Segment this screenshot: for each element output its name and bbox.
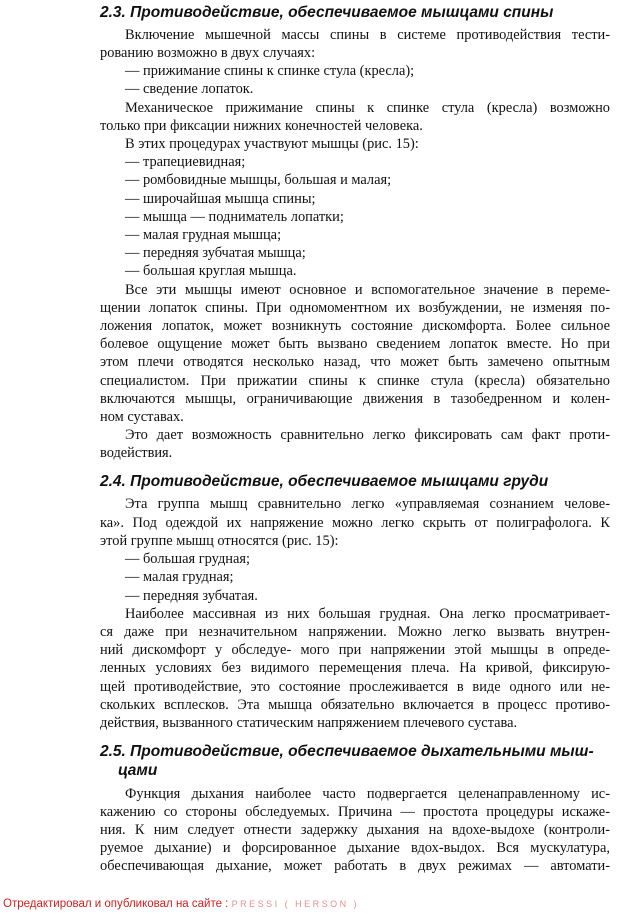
- paragraph-line: ния. К ним следует отнести задержку дыхания на вдохе-выдохе (контроли-: [100, 822, 610, 838]
- list-item: — передняя зубчатая мышца;: [125, 245, 306, 261]
- section-heading-2-5-continuation: цами: [118, 762, 158, 779]
- paragraph-line: Это дает возможность сравнительно легко фиксировать сам факт проти-: [125, 427, 610, 443]
- paragraph-line: ложения лопаток, может возникнуть состояние дискомфорта. Более сильное: [100, 318, 610, 334]
- paragraph-line: Все эти мышцы имеют основное и вспомогательное значение в переме-: [125, 282, 610, 298]
- list-item: — ромбовидные мышцы, большая и малая;: [125, 172, 392, 188]
- section-heading-2-4: 2.4. Противодействие, обеспечиваемое мышцами груди: [100, 473, 549, 490]
- paragraph-line: щей противодействие, это состояние прослеживается в виде одного или не-: [100, 679, 610, 695]
- paragraph-line: руемое дыхание) и форсированное дыхание вдох-выдох. Вся мускулатура,: [100, 840, 610, 856]
- paragraph-line: Включение мышечной массы спины в системе противодействия тести-: [125, 27, 610, 43]
- paragraph-line: кажению со стороны обследуемых. Причина — простота процедуры искаже-: [100, 804, 610, 820]
- paragraph-line: действия, вызванного статическим напряжением плечевого сустава.: [100, 715, 518, 731]
- paragraph-line: специалистом. При прижатии спины к спинке стула (кресла) обязательно: [100, 373, 610, 389]
- paragraph-line: обеспечивающая дыхание, может работать в двух режимах — автомати-: [100, 858, 610, 874]
- list-item: — большая грудная;: [125, 551, 250, 567]
- paragraph-line: этом плечи отводятся несколько назад, что может быть замечено опытным: [100, 354, 610, 370]
- list-item: — прижимание спины к спинке стула (кресла);: [125, 63, 415, 79]
- list-item: — мышца — подниматель лопатки;: [125, 209, 344, 225]
- paragraph-line: Механическое прижимание спины к спинке стула (кресла) возможно: [125, 100, 610, 116]
- paragraph-line: ном суставах.: [100, 409, 184, 425]
- list-item: — сведение лопаток.: [125, 81, 254, 97]
- paragraph-line: ленных условиях без видимого перемещения плеча. На кривой, фиксирую-: [100, 660, 610, 676]
- list-item: — трапециевидная;: [125, 154, 246, 170]
- footer-brand-link[interactable]: PRESSI ( HERSON ): [231, 899, 360, 909]
- list-item: — малая грудная;: [125, 569, 234, 585]
- paragraph-line: ка». Под одеждой их напряжение можно легко скрыть от полиграфолога. К: [100, 515, 610, 531]
- list-item: — большая круглая мышца.: [125, 263, 297, 279]
- paragraph-line: включаются мышцы, ограничивающие движения в тазобедренном и колен-: [100, 391, 610, 407]
- list-item: — передняя зубчатая.: [125, 588, 258, 604]
- paragraph-line: рованию возможно в двух случаях:: [100, 45, 316, 61]
- footer-text: Отредактировал и опубликовал на сайте :: [3, 898, 229, 910]
- paragraph-line: щении лопаток спины. При одномоментном их возбуждении, не изменяя по-: [100, 300, 610, 316]
- paragraph-line: только при фиксации нижних конечностей человека.: [100, 118, 423, 134]
- paragraph-line: Эта группа мышц сравнительно легко «управляемая сознанием челове-: [125, 496, 610, 512]
- list-item: — широчайшая мышца спины;: [125, 191, 316, 207]
- paragraph-line: водействия.: [100, 445, 173, 461]
- section-heading-2-3: 2.3. Противодействие, обеспечиваемое мышцами спины: [100, 4, 554, 21]
- section-heading-2-5: 2.5. Противодействие, обеспечиваемое дыхательными мыш-: [100, 743, 594, 760]
- paragraph-line: Наиболее массивная из них большая грудная. Она легко просматривает-: [125, 606, 610, 622]
- paragraph-line: Функция дыхания наиболее часто подвергается целенаправленному ис-: [125, 786, 610, 802]
- paragraph-line: болевое ощущение может быть вызвано сведением лопаток вместе. Но при: [100, 336, 610, 352]
- paragraph-line: этой группе мышц относятся (рис. 15):: [100, 533, 339, 549]
- list-item: — малая грудная мышца;: [125, 227, 282, 243]
- paragraph-line: ся даже при незначительном напряжении. Можно легко вызвать внутрен-: [100, 624, 610, 640]
- paragraph-line: В этих процедурах участвуют мышцы (рис. 15):: [125, 136, 419, 152]
- publisher-footer: [3, 898, 359, 910]
- paragraph-line: ний дискомфорт у обследуе- мого при напряжении этой мышцы в опреде-: [100, 642, 610, 658]
- paragraph-line: скольких всплесков. Эта мышца обязательно включается в процесс противо-: [100, 697, 610, 713]
